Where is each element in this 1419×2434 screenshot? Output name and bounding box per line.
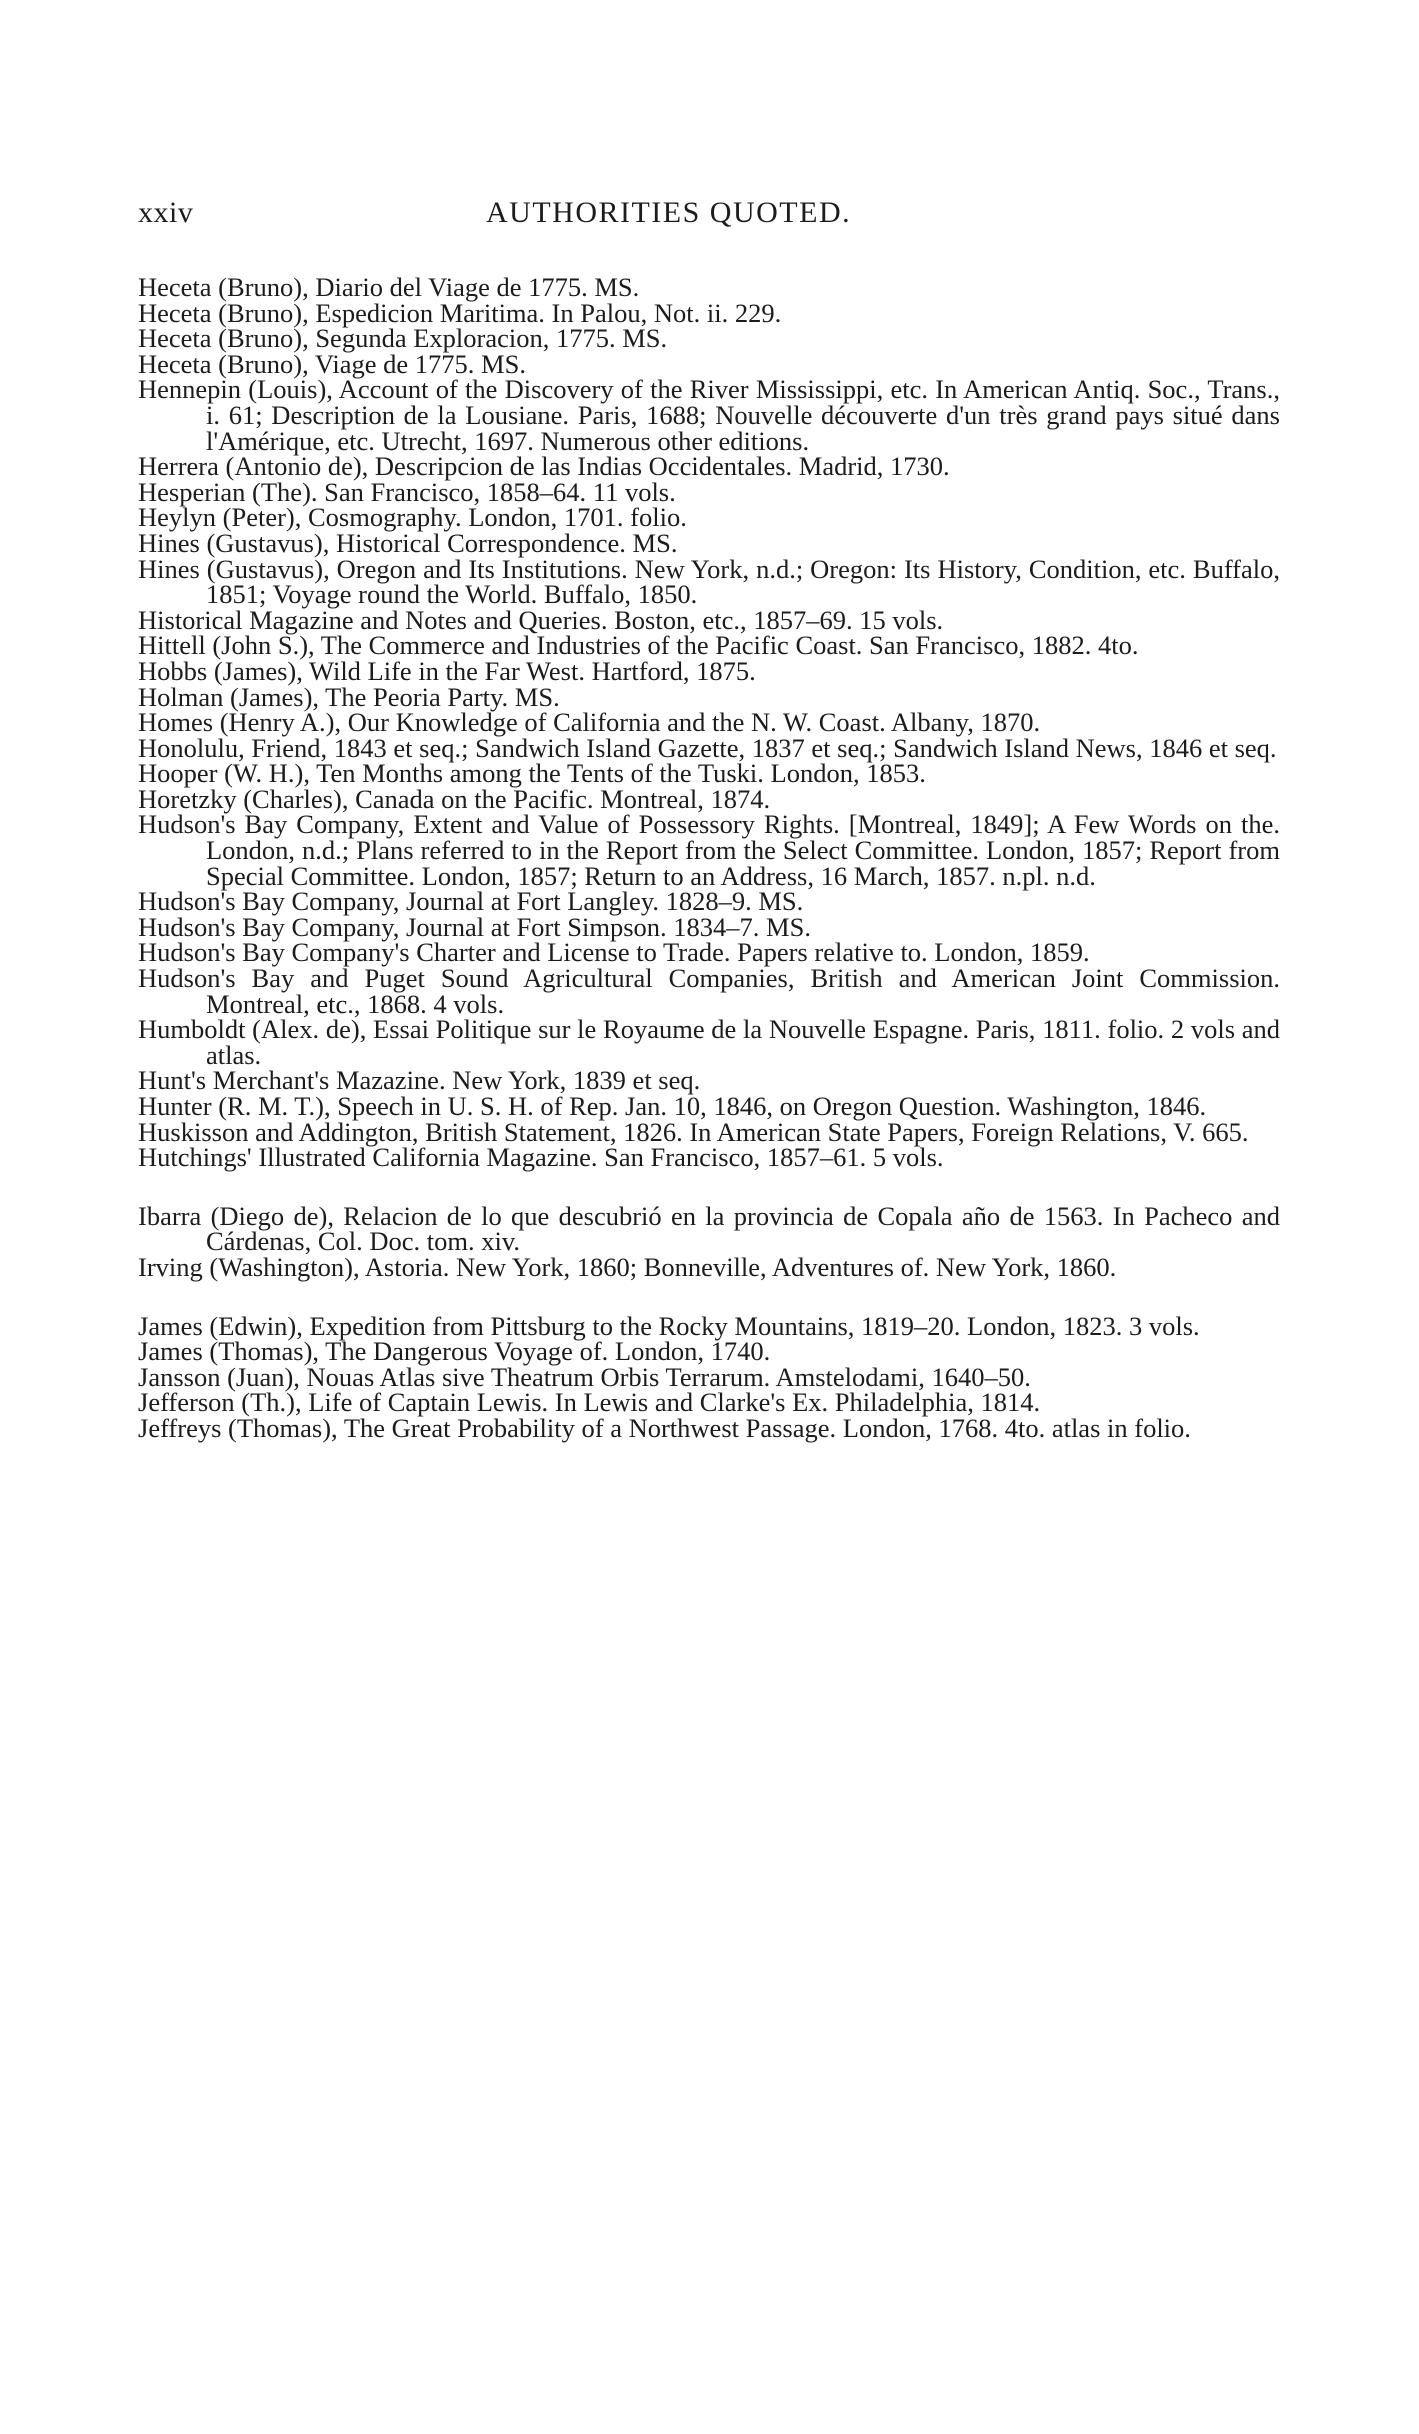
- bibliography-entry: Honolulu, Friend, 1843 et seq.; Sandwich Island Gazette, 1837 et seq.; Sandwich Island News, 1846 et seq.: [138, 732, 1277, 763]
- bibliography-entry: Hunter (R. M. T.), Speech in U. S. H. of Rep. Jan. 10, 1846, on Oregon Question. Washington, 1846.: [138, 1091, 1207, 1121]
- bibliography-entry: Hunt's Merchant's Mazazine. New York, 1839 et seq.: [138, 1065, 701, 1096]
- bibliography-entry: Hutchings' Illustrated California Magazine. San Francisco, 1857–61. 5 vols.: [138, 1142, 944, 1173]
- bibliography-entry: Heceta (Bruno), Segunda Exploracion, 1775. MS.: [138, 323, 668, 354]
- bibliography-entry: Humboldt (Alex. de), Essai Politique sur le Royaume de la Nouvelle Espagne. Paris, 1811. folio. 2 vols and atlas.: [138, 1014, 1280, 1070]
- section-h: [138, 272, 1280, 1173]
- bibliography-entry: Jeffreys (Thomas), The Great Probability of a Northwest Passage. London, 1768. 4to. atlas in folio.: [138, 1412, 1191, 1443]
- bibliography-entry: Historical Magazine and Notes and Queries. Boston, etc., 1857–69. 15 vols.: [138, 604, 944, 635]
- bibliography-entry: Irving (Washington), Astoria. New York, 1860; Bonneville, Adventures of. New York, 1860.: [138, 1251, 1117, 1282]
- bibliography-entry: Hudson's Bay and Puget Sound Agricultural Companies, British and American Joint Commission. Montreal, etc., 1868. 4 vols.: [138, 963, 1280, 1019]
- bibliography-list: [138, 272, 1280, 1443]
- bibliography-entry: Holman (James), The Peoria Party. MS.: [138, 681, 560, 712]
- bibliography-entry: Hudson's Bay Company, Journal at Fort Simpson. 1834–7. MS.: [138, 911, 811, 942]
- bibliography-entry: Huskisson and Addington, British Statement, 1826. In American State Papers, Foreign Relations, V. 665.: [138, 1116, 1249, 1147]
- bibliography-entry: James (Edwin), Expedition from Pittsburg to the Rocky Mountains, 1819–20. London, 1823. 3 vols.: [138, 1310, 1200, 1341]
- bibliography-entry: Heceta (Bruno), Viage de 1775. MS.: [138, 348, 526, 379]
- section-j: [138, 1310, 1280, 1443]
- bibliography-entry: Heceta (Bruno), Diario del Viage de 1775. MS.: [138, 272, 640, 302]
- bibliography-entry: James (Thomas), The Dangerous Voyage of. London, 1740.: [138, 1336, 771, 1367]
- section-i: [138, 1200, 1280, 1282]
- bibliography-entry: Heceta (Bruno), Espedicion Maritima. In Palou, Not. ii. 229.: [138, 297, 782, 328]
- bibliography-entry: Horetzky (Charles), Canada on the Pacific. Montreal, 1874.: [138, 783, 771, 814]
- bibliography-entry: Hines (Gustavus), Historical Correspondence. MS.: [138, 527, 678, 558]
- bibliography-entry: Jansson (Juan), Nouas Atlas sive Theatrum Orbis Terrarum. Amstelodami, 1640–50.: [138, 1361, 1031, 1392]
- bibliography-entry: Heylyn (Peter), Cosmography. London, 1701. folio.: [138, 502, 687, 533]
- bibliography-entry: Hudson's Bay Company, Extent and Value of Possessory Rights. [Montreal, 1849]; A Few Words on the. London, n.d.; Plans referred to in the Report from the Select Committee. London, 1857; Report from Special Committee. London, 1857; Return to an Address, 16 March, 1857. n.pl. n.d.: [138, 809, 1280, 891]
- bibliography-entry: Hittell (John S.), The Commerce and Industries of the Pacific Coast. San Francisco, 1882. 4to.: [138, 630, 1139, 661]
- page-header: [138, 196, 1278, 240]
- bibliography-entry: Hudson's Bay Company, Journal at Fort Langley. 1828–9. MS.: [138, 886, 804, 917]
- running-title: AUTHORITIES QUOTED.: [486, 196, 852, 229]
- bibliography-entry: Hennepin (Louis), Account of the Discovery of the River Mississippi, etc. In American Antiq. Soc., Trans., i. 61; Description de la Lousiane. Paris, 1688; Nouvelle découverte d'un très grand pays situé dans l'Amérique, etc. Utrecht, 1697. Numerous other editions.: [138, 374, 1280, 456]
- bibliography-entry: Hooper (W. H.), Ten Months among the Tents of the Tuski. London, 1853.: [138, 758, 926, 789]
- bibliography-entry: Homes (Henry A.), Our Knowledge of California and the N. W. Coast. Albany, 1870.: [138, 707, 1041, 738]
- bibliography-entry: Herrera (Antonio de), Descripcion de las Indias Occidentales. Madrid, 1730.: [138, 451, 950, 482]
- bibliography-entry: Hobbs (James), Wild Life in the Far West. Hartford, 1875.: [138, 655, 756, 686]
- bibliography-entry: Ibarra (Diego de), Relacion de lo que descubrió en la provincia de Copala año de 1563. In Pacheco and Cárdenas, Col. Doc. tom. xiv.: [138, 1200, 1280, 1257]
- bibliography-entry: Hines (Gustavus), Oregon and Its Institutions. New York, n.d.; Oregon: Its History, Condition, etc. Buffalo, 1851; Voyage round the World. Buffalo, 1850.: [138, 553, 1280, 610]
- bibliography-entry: Hesperian (The). San Francisco, 1858–64. 11 vols.: [138, 476, 676, 507]
- page-number: xxiv: [138, 196, 194, 229]
- bibliography-entry: Hudson's Bay Company's Charter and License to Trade. Papers relative to. London, 1859.: [138, 937, 1090, 968]
- bibliography-entry: Jefferson (Th.), Life of Captain Lewis. In Lewis and Clarke's Ex. Philadelphia, 1814.: [138, 1387, 1041, 1418]
